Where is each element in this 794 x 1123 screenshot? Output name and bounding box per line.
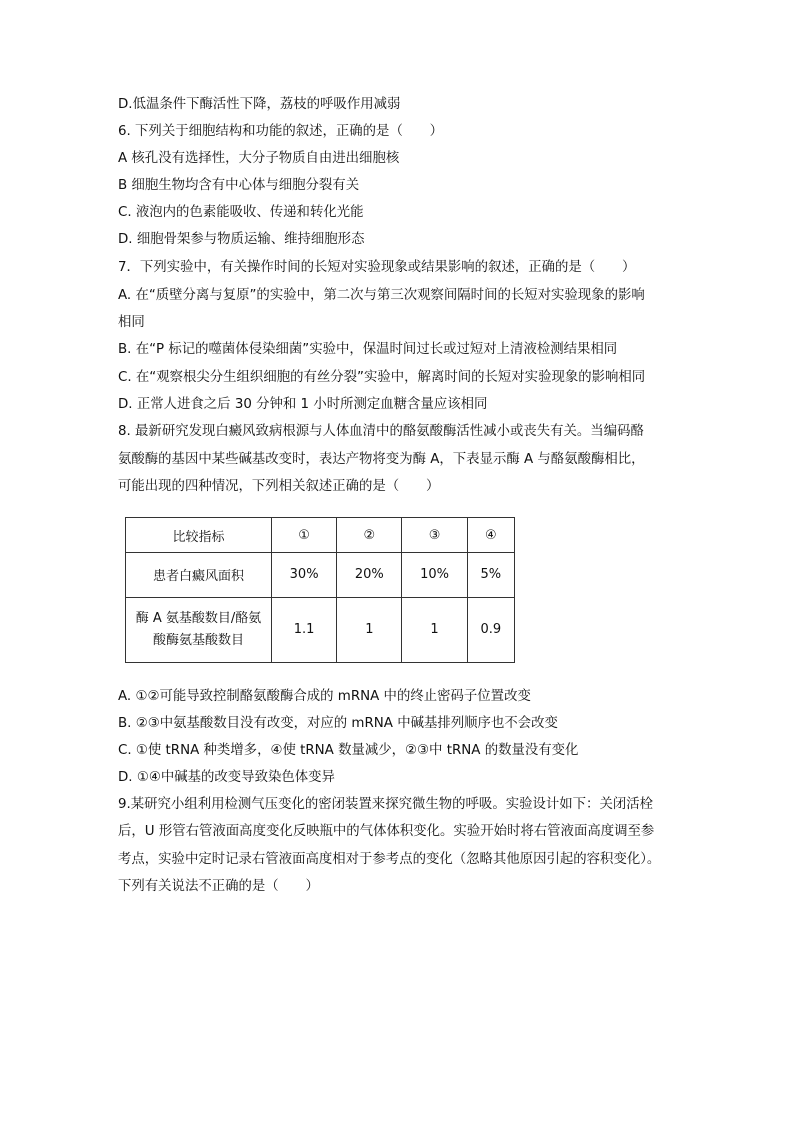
question-8-option-a: A. ①②可能导致控制酪氨酸酶合成的 mRNA 中的终止密码子位置改变 [118,689,531,704]
table-header-cell: ③ [402,518,467,553]
table-cell: 0.9 [467,597,514,662]
question-8-option-d: D. ①④中碱基的改变导致染色体变异 [118,770,335,785]
table-row [126,553,515,597]
question-7-option-c: C. 在“观察根尖分生组织细胞的有丝分裂”实验中，解离时间的长短对实验现象的影响相同 [118,370,646,385]
question-8-option-b: B. ②③中氨基酸数目没有改变，对应的 mRNA 中碱基排列顺序也不会改变 [118,716,558,731]
comparison-table [125,517,515,663]
table-cell: 10% [402,553,467,597]
question-9-stem-3: 考点，实验中定时记录右管液面高度相对于参考点的变化（忽略其他原因引起的容积变化）。 [118,852,661,867]
table-row-label: 患者白癜风面积 [126,553,272,597]
question-7-stem: 7．下列实验中，有关操作时间的长短对实验现象或结果影响的叙述，正确的是（ ） [118,260,636,275]
line-option-d-q5: D.低温条件下酶活性下降，荔枝的呼吸作用减弱 [118,97,401,112]
table-row-label-line-2: 酸酶氨基酸数目 [152,632,244,648]
question-7-option-d: D. 正常人进食之后 30 分钟和 1 小时所测定血糖含量应该相同 [118,397,488,412]
table-cell: 1.1 [272,597,337,662]
question-7-option-b: B. 在“P 标记的噬菌体侵染细菌”实验中，保温时间过长或过短对上清液检测结果相同 [118,342,618,357]
question-9-stem-2: 后，U 形管右管液面高度变化反映瓶中的气体体积变化。实验开始时将右管液面高度调至参 [118,824,655,839]
question-7-option-a: A. 在“质壁分离与复原”的实验中，第二次与第三次观察间隔时间的长短对实验现象的影响 [118,288,645,303]
question-8-stem-3: 可能出现的四种情况，下列相关叙述正确的是（ ） [118,479,440,494]
table-cell: 5% [467,553,514,597]
question-6-option-d: D. 细胞骨架参与物质运输、维持细胞形态 [118,232,365,247]
table-cell: 30% [272,553,337,597]
question-8-option-c: C. ①使 tRNA 种类增多，④使 tRNA 数量减少，②③中 tRNA 的数量没有变化 [118,743,579,758]
question-8-stem-2: 氨酸酶的基因中某些碱基改变时，表达产物将变为酶 A，下表显示酶 A 与酪氨酸酶相比， [118,452,645,467]
question-7-option-a-cont: 相同 [118,315,145,330]
question-6-option-b: B 细胞生物均含有中心体与细胞分裂有关 [118,178,360,193]
table-cell: 1 [402,597,467,662]
question-8-stem-1: 8. 最新研究发现白癜风致病根源与人体血清中的酪氨酸酶活性减小或丧失有关。当编码酪 [118,424,644,439]
question-6-option-a: A 核孔没有选择性，大分子物质自由进出细胞核 [118,151,400,166]
question-9-stem-1: 9.某研究小组利用检测气压变化的密闭装置来探究微生物的呼吸。实验设计如下：关闭活栓 [118,797,654,812]
question-6-option-c: C. 液泡内的色素能吸收、传递和转化光能 [118,205,364,220]
table-row-label [126,597,272,662]
table-cell: 1 [337,597,402,662]
table-row [126,597,515,662]
question-9-stem-4: 下列有关说法不正确的是（ ） [118,879,319,894]
table-cell: 20% [337,553,402,597]
table-header-cell: ① [272,518,337,553]
table-header-row [126,518,515,553]
table-header-cell: ② [337,518,402,553]
table-header-label: 比较指标 [126,518,272,553]
question-6-stem: 6. 下列关于细胞结构和功能的叙述，正确的是（ ） [118,124,444,139]
table-row-label-line-1: 酶 A 氨基酸数目/酪氨 [135,610,262,626]
table-header-cell: ④ [467,518,514,553]
